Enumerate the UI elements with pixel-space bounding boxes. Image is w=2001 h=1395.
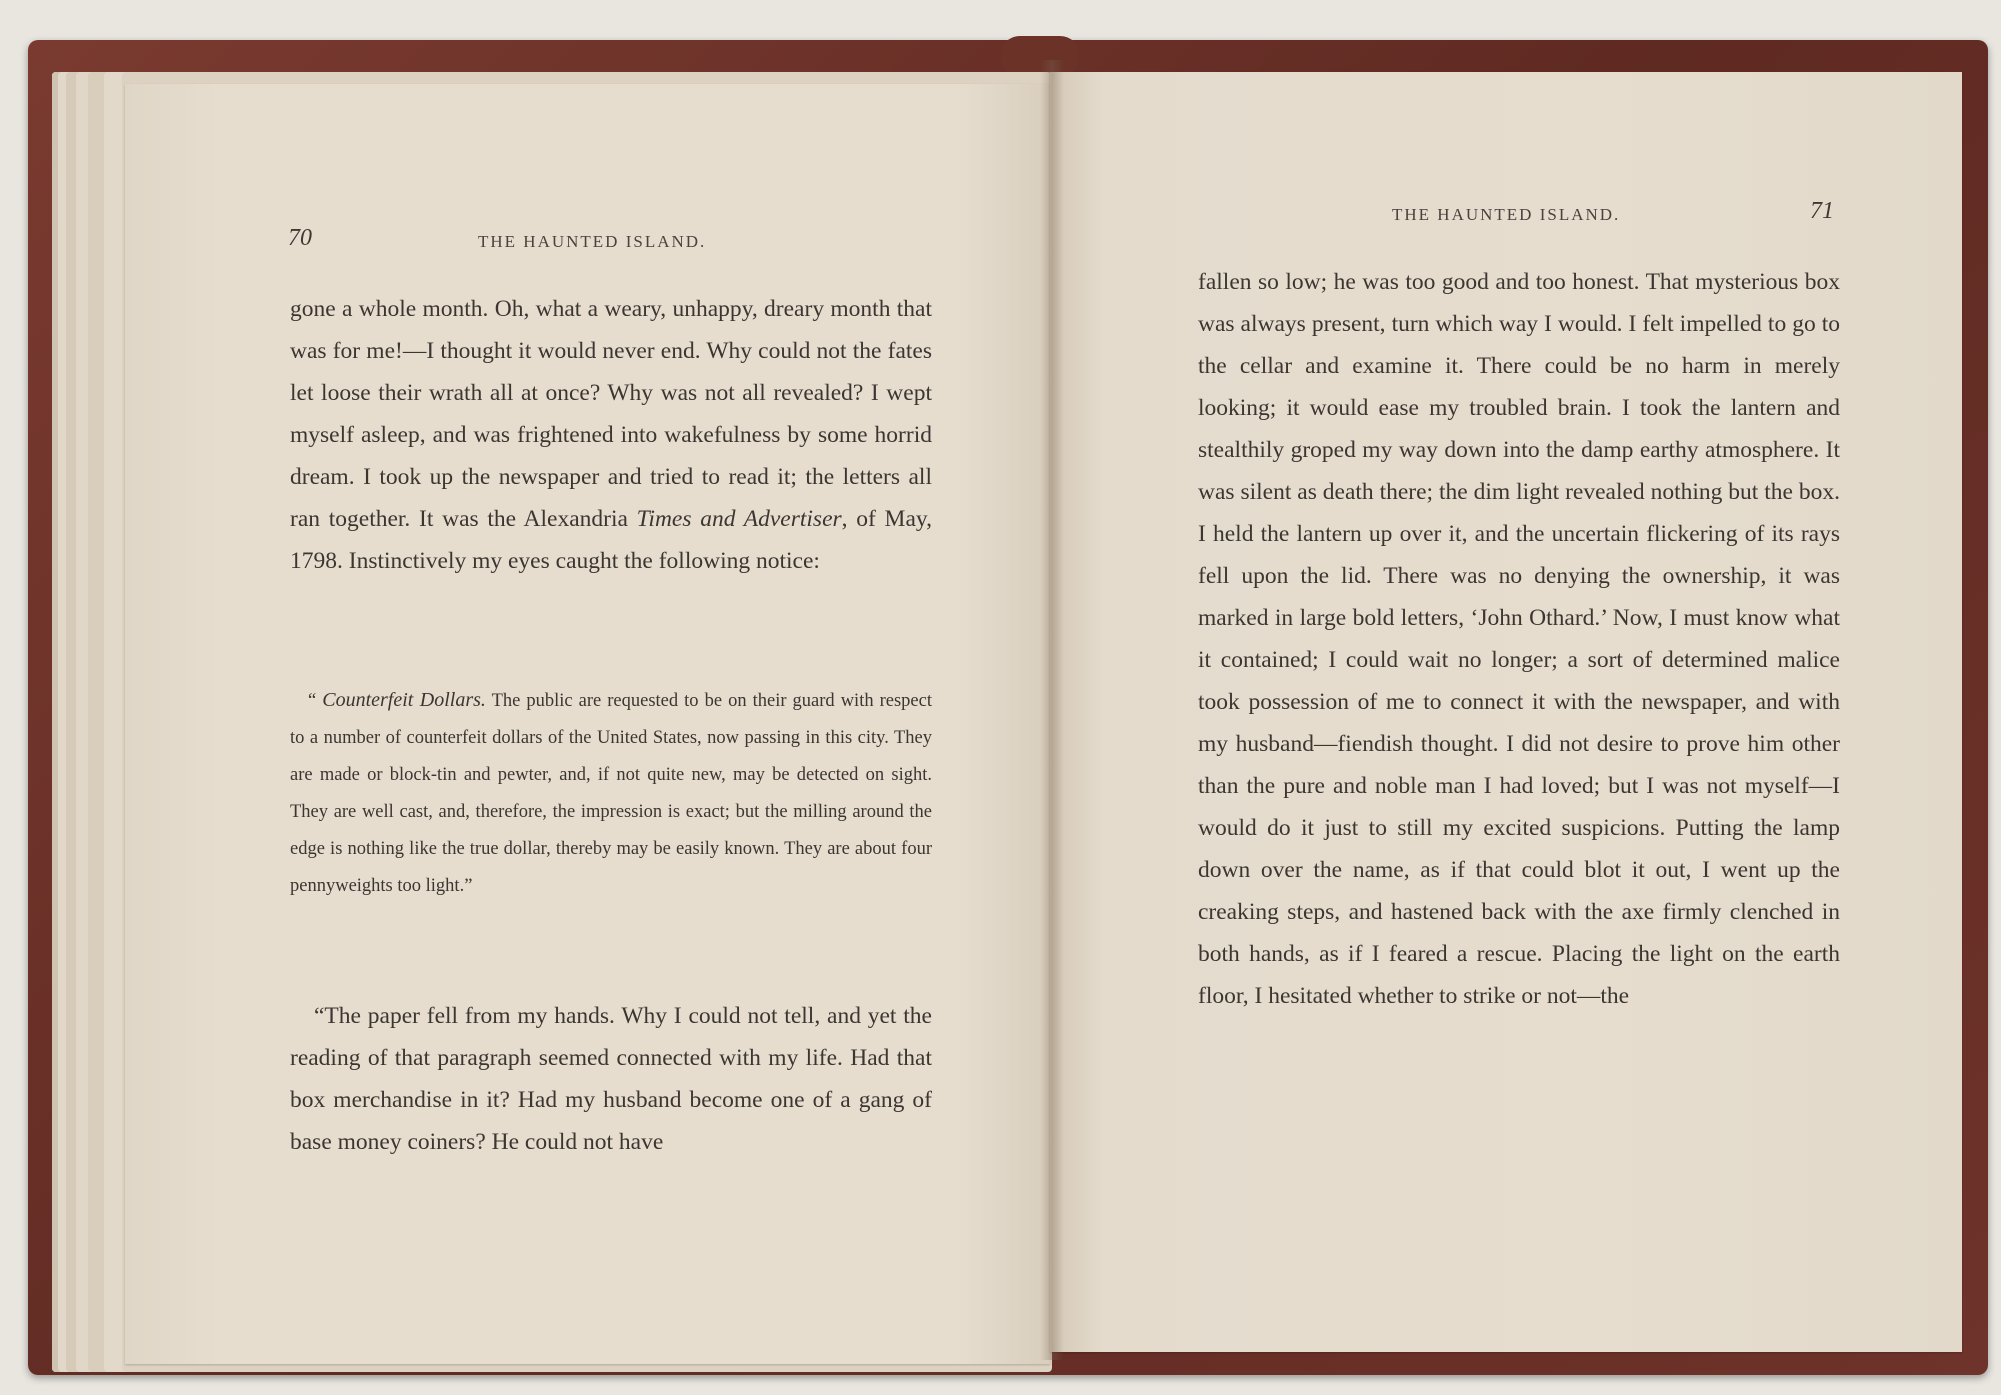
counterfeit-notice [290,682,932,905]
left-page-number: 70 [288,225,312,251]
right-paragraph-1-text: fallen so low; he was too good and too honest. That mysterious box was always present, turn which way I would. I felt impelled to go to the cellar and examine it. There could be no harm in merely looking; it would ease my troubled brain. I took the lantern and stealthily groped my way down into the damp earthy atmosphere. It was silent as death there; the dim light revealed nothing but the box. I held the lantern up over it, and the uncertain flickering of its rays fell upon the lid. There was no denying the ownership, it was marked in large bold letters, ‘John Othard.’ Now, I must know what it contained; I could wait no longer; a sort of determined malice took possession of me to connect it with the newspaper, and with my husband—fiendish thought. I did not desire to prove him other than the pure and noble man I had loved; but I was not myself—I would do it just to still my excited suspicions. Putting the lamp down over the name, as if that could blot it out, I went up the creaking steps, and hastened back with the axe firmly clenched in both hands, as if I feared a rescue. Placing the light on the earth floor, I hesitated whether to strike or not—the [1198,269,1840,1009]
left-paragraph-2 [290,995,932,1163]
notice-body: The public are requested to be on their guard with respect to a number of counterfeit dollars of the United States, now passing in this city. They are made or block-tin and pewter, and, if not quite new, may be detected on sight. They are well cast, and, therefore, the impression is exact; but the milling around the edge is nothing like the true dollar, thereby may be easily known. They are about four pennyweights too light.” [290,691,932,896]
left-paragraph-2-text: “The paper fell from my hands. Why I could not tell, and yet the reading of that paragraph seemed connected with my life. Had that box merchandise in it? Had my husband become one of a gang of base money coiners? He could not have [290,1003,932,1155]
left-paragraph-1-end: , of May, 1798. Instinctively my eyes caught the following notice: [290,506,932,574]
notice-title: Counterfeit Dollars. [322,689,486,711]
right-running-head: THE HAUNTED ISLAND. [1392,205,1621,224]
left-running-head: THE HAUNTED ISLAND. [478,232,707,251]
right-page-number: 71 [1810,198,1834,224]
left-paragraph-1 [290,288,932,582]
newspaper-title: Times and Advertiser [636,506,842,532]
book-gutter [1040,60,1064,1360]
quote-open: “ [308,691,323,711]
left-paragraph-1-text: gone a whole month. Oh, what a weary, unhappy, dreary month that was for me!—I thought it would never end. Why could not the fates let loose their wrath all at once? Why was not all revealed? I wept myself asleep, and was frightened into wakefulness by some horrid dream. I took up the newspaper and tried to read it; the letters all ran together. It was the Alexandria [290,296,932,532]
right-paragraph-1 [1198,261,1840,1017]
